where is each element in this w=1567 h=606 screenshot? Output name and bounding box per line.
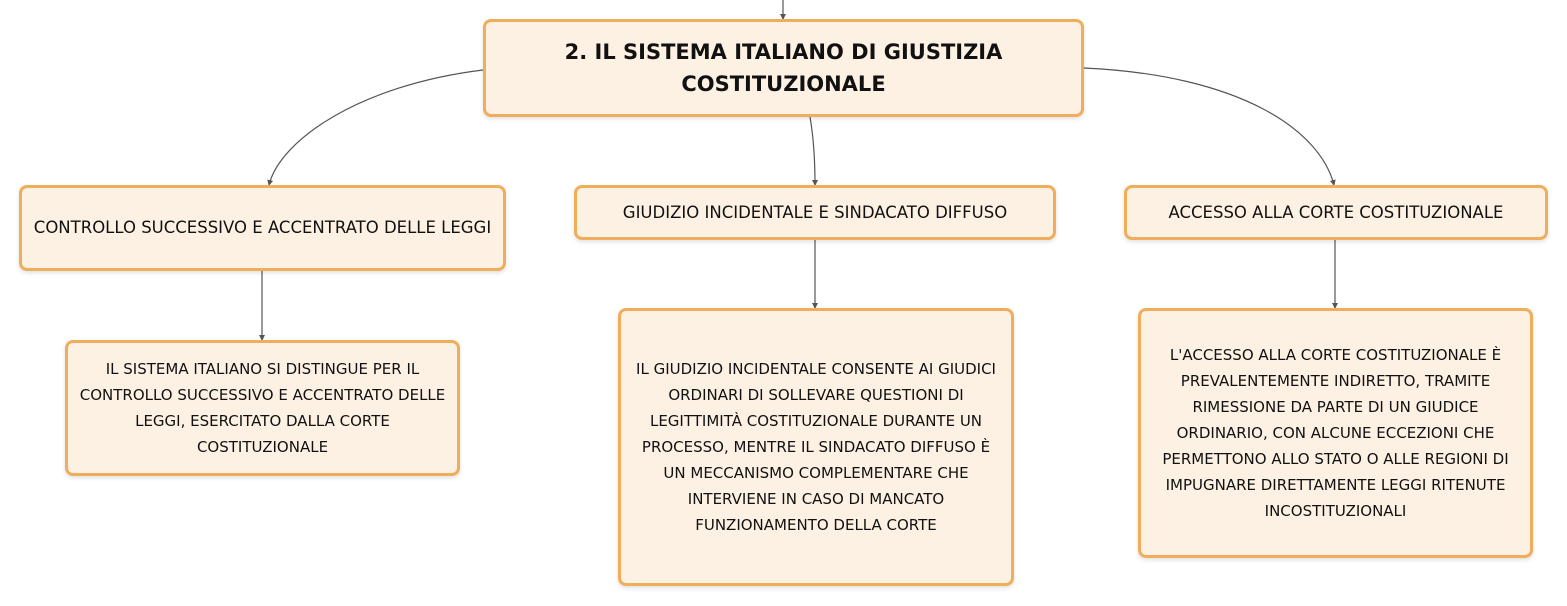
leaf-node-accesso-corte[interactable]	[1138, 308, 1533, 558]
leaf-node-text: IL SISTEMA ITALIANO SI DISTINGUE PER IL CONTROLLO SUCCESSIVO E ACCENTRATO DELLE LEGGI, ESERCITATO DALLA CORTE COSTITUZIONALE	[79, 360, 446, 456]
leaf-node-text: IL GIUDIZIO INCIDENTALE CONSENTE AI GIUDICI ORDINARI DI SOLLEVARE QUESTIONI DI LEGITTIMITÀ COSTITUZIONALE DURANTE UN PROCESSO, MENTRE IL SINDACATO DIFFUSO È UN MECCANISMO COMPLEMENTARE CHE INTERVIENE IN CASO DI MANCATO FUNZIONAMENTO DELLA CORTE	[636, 360, 996, 534]
branch-node-giudizio-incidentale[interactable]	[574, 185, 1056, 240]
leaf-node-controllo-successivo[interactable]	[65, 340, 460, 476]
branch-node-controllo-successivo[interactable]	[19, 185, 506, 271]
leaf-node-text: L'ACCESSO ALLA CORTE COSTITUZIONALE È PREVALENTEMENTE INDIRETTO, TRAMITE RIMESSIONE DA PARTE DI UN GIUDICE ORDINARIO, CON ALCUNE ECCEZIONI CHE PERMETTONO ALLO STATO O ALLE REGIONI DI IMPUGNARE DIRETTAMENTE LEGGI RITENUTE INCOSTITUZIONALI	[1162, 346, 1509, 520]
branch-node-label: CONTROLLO SUCCESSIVO E ACCENTRATO DELLE LEGGI	[33, 218, 492, 237]
branch-node-label: GIUDIZIO INCIDENTALE E SINDACATO DIFFUSO	[622, 202, 1008, 222]
root-node-label: 2. IL SISTEMA ITALIANO DI GIUSTIZIA COSTITUZIONALE	[564, 40, 1003, 96]
branch-node-label: ACCESSO ALLA CORTE COSTITUZIONALE	[1168, 202, 1504, 222]
connector-root-to-branch-1	[269, 70, 483, 185]
leaf-node-giudizio-incidentale[interactable]	[618, 308, 1014, 586]
connector-root-to-branch-3	[1084, 68, 1334, 185]
connector-root-to-branch-2	[810, 117, 815, 185]
branch-node-accesso-corte[interactable]	[1124, 185, 1548, 240]
root-node[interactable]	[483, 19, 1084, 117]
